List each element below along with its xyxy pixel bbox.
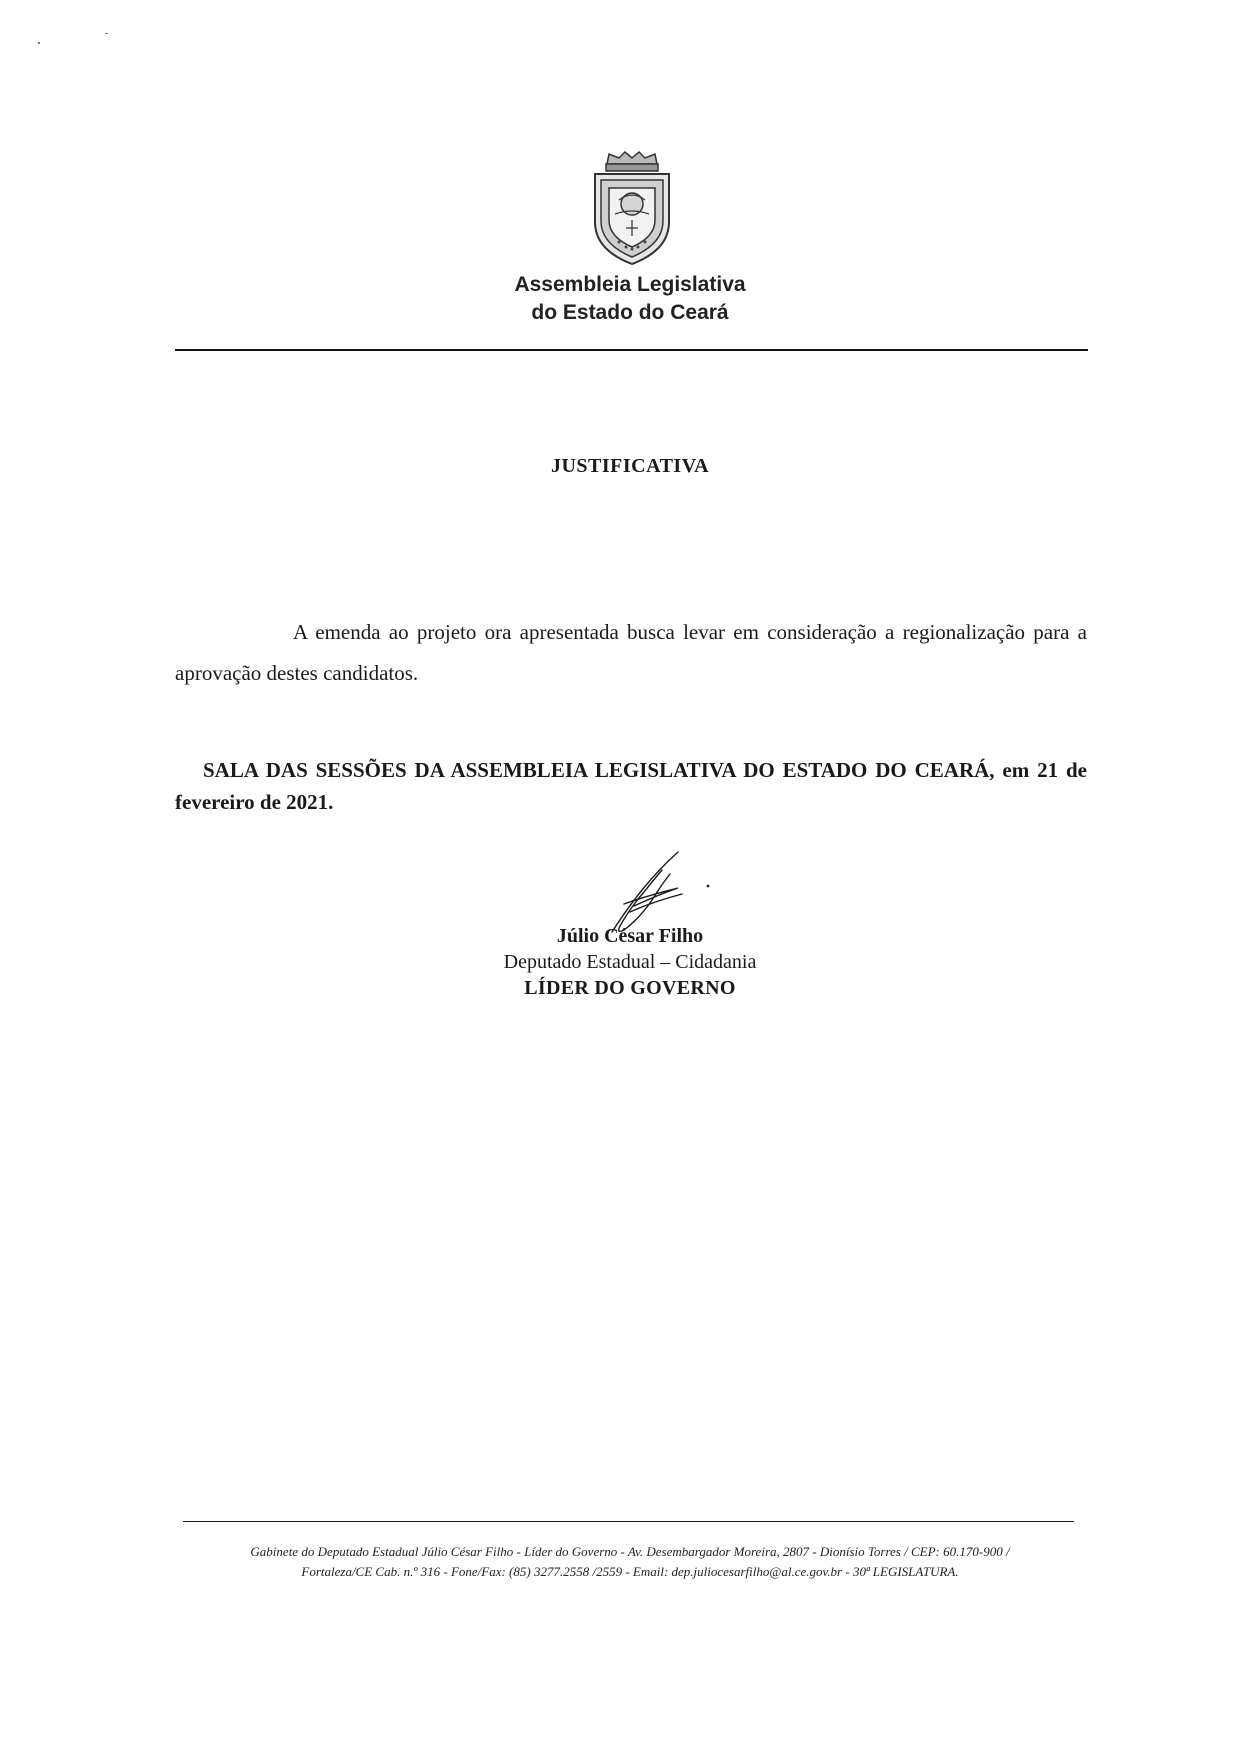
document-title: JUSTIFICATIVA (550, 455, 710, 477)
justification-paragraph: A emenda ao projeto ora apresentada busca levar em consideração a regionalização para a aprovação destes candidatos. (175, 620, 1087, 685)
signatory-position: LÍDER DO GOVERNO (524, 977, 736, 999)
closing-statement: SALA DAS SESSÕES DA ASSEMBLEIA LEGISLATIVA DO ESTADO DO CEARÁ, em 21 de fevereiro de 2021. (175, 758, 1087, 814)
state-coat-of-arms-icon (589, 150, 675, 268)
footer-divider (183, 1521, 1074, 1522)
institution-name-line2: do Estado do Ceará (531, 301, 729, 324)
signatory-name: Júlio César Filho (556, 925, 704, 947)
footer-contact (175, 1542, 1085, 1582)
header-divider (175, 349, 1088, 351)
scan-speck (38, 42, 40, 44)
institution-name-line1: Assembleia Legislativa (514, 273, 746, 296)
footer-line2: Fortaleza/CE Cab. n.º 316 - Fone/Fax: (85) 3277.2558 /2559 - Email: dep.juliocesarfilho@al.ce.gov.br - 30ª LEGISLATURA. (301, 1564, 959, 1579)
footer-line1: Gabinete do Deputado Estadual Júlio César Filho - Líder do Governo - Av. Desembargador Moreira, 2807 - Dionísio Torres / CEP: 60.170-900 / (250, 1544, 1010, 1559)
scan-speck (105, 33, 108, 34)
signatory-role: Deputado Estadual – Cidadania (503, 951, 757, 973)
